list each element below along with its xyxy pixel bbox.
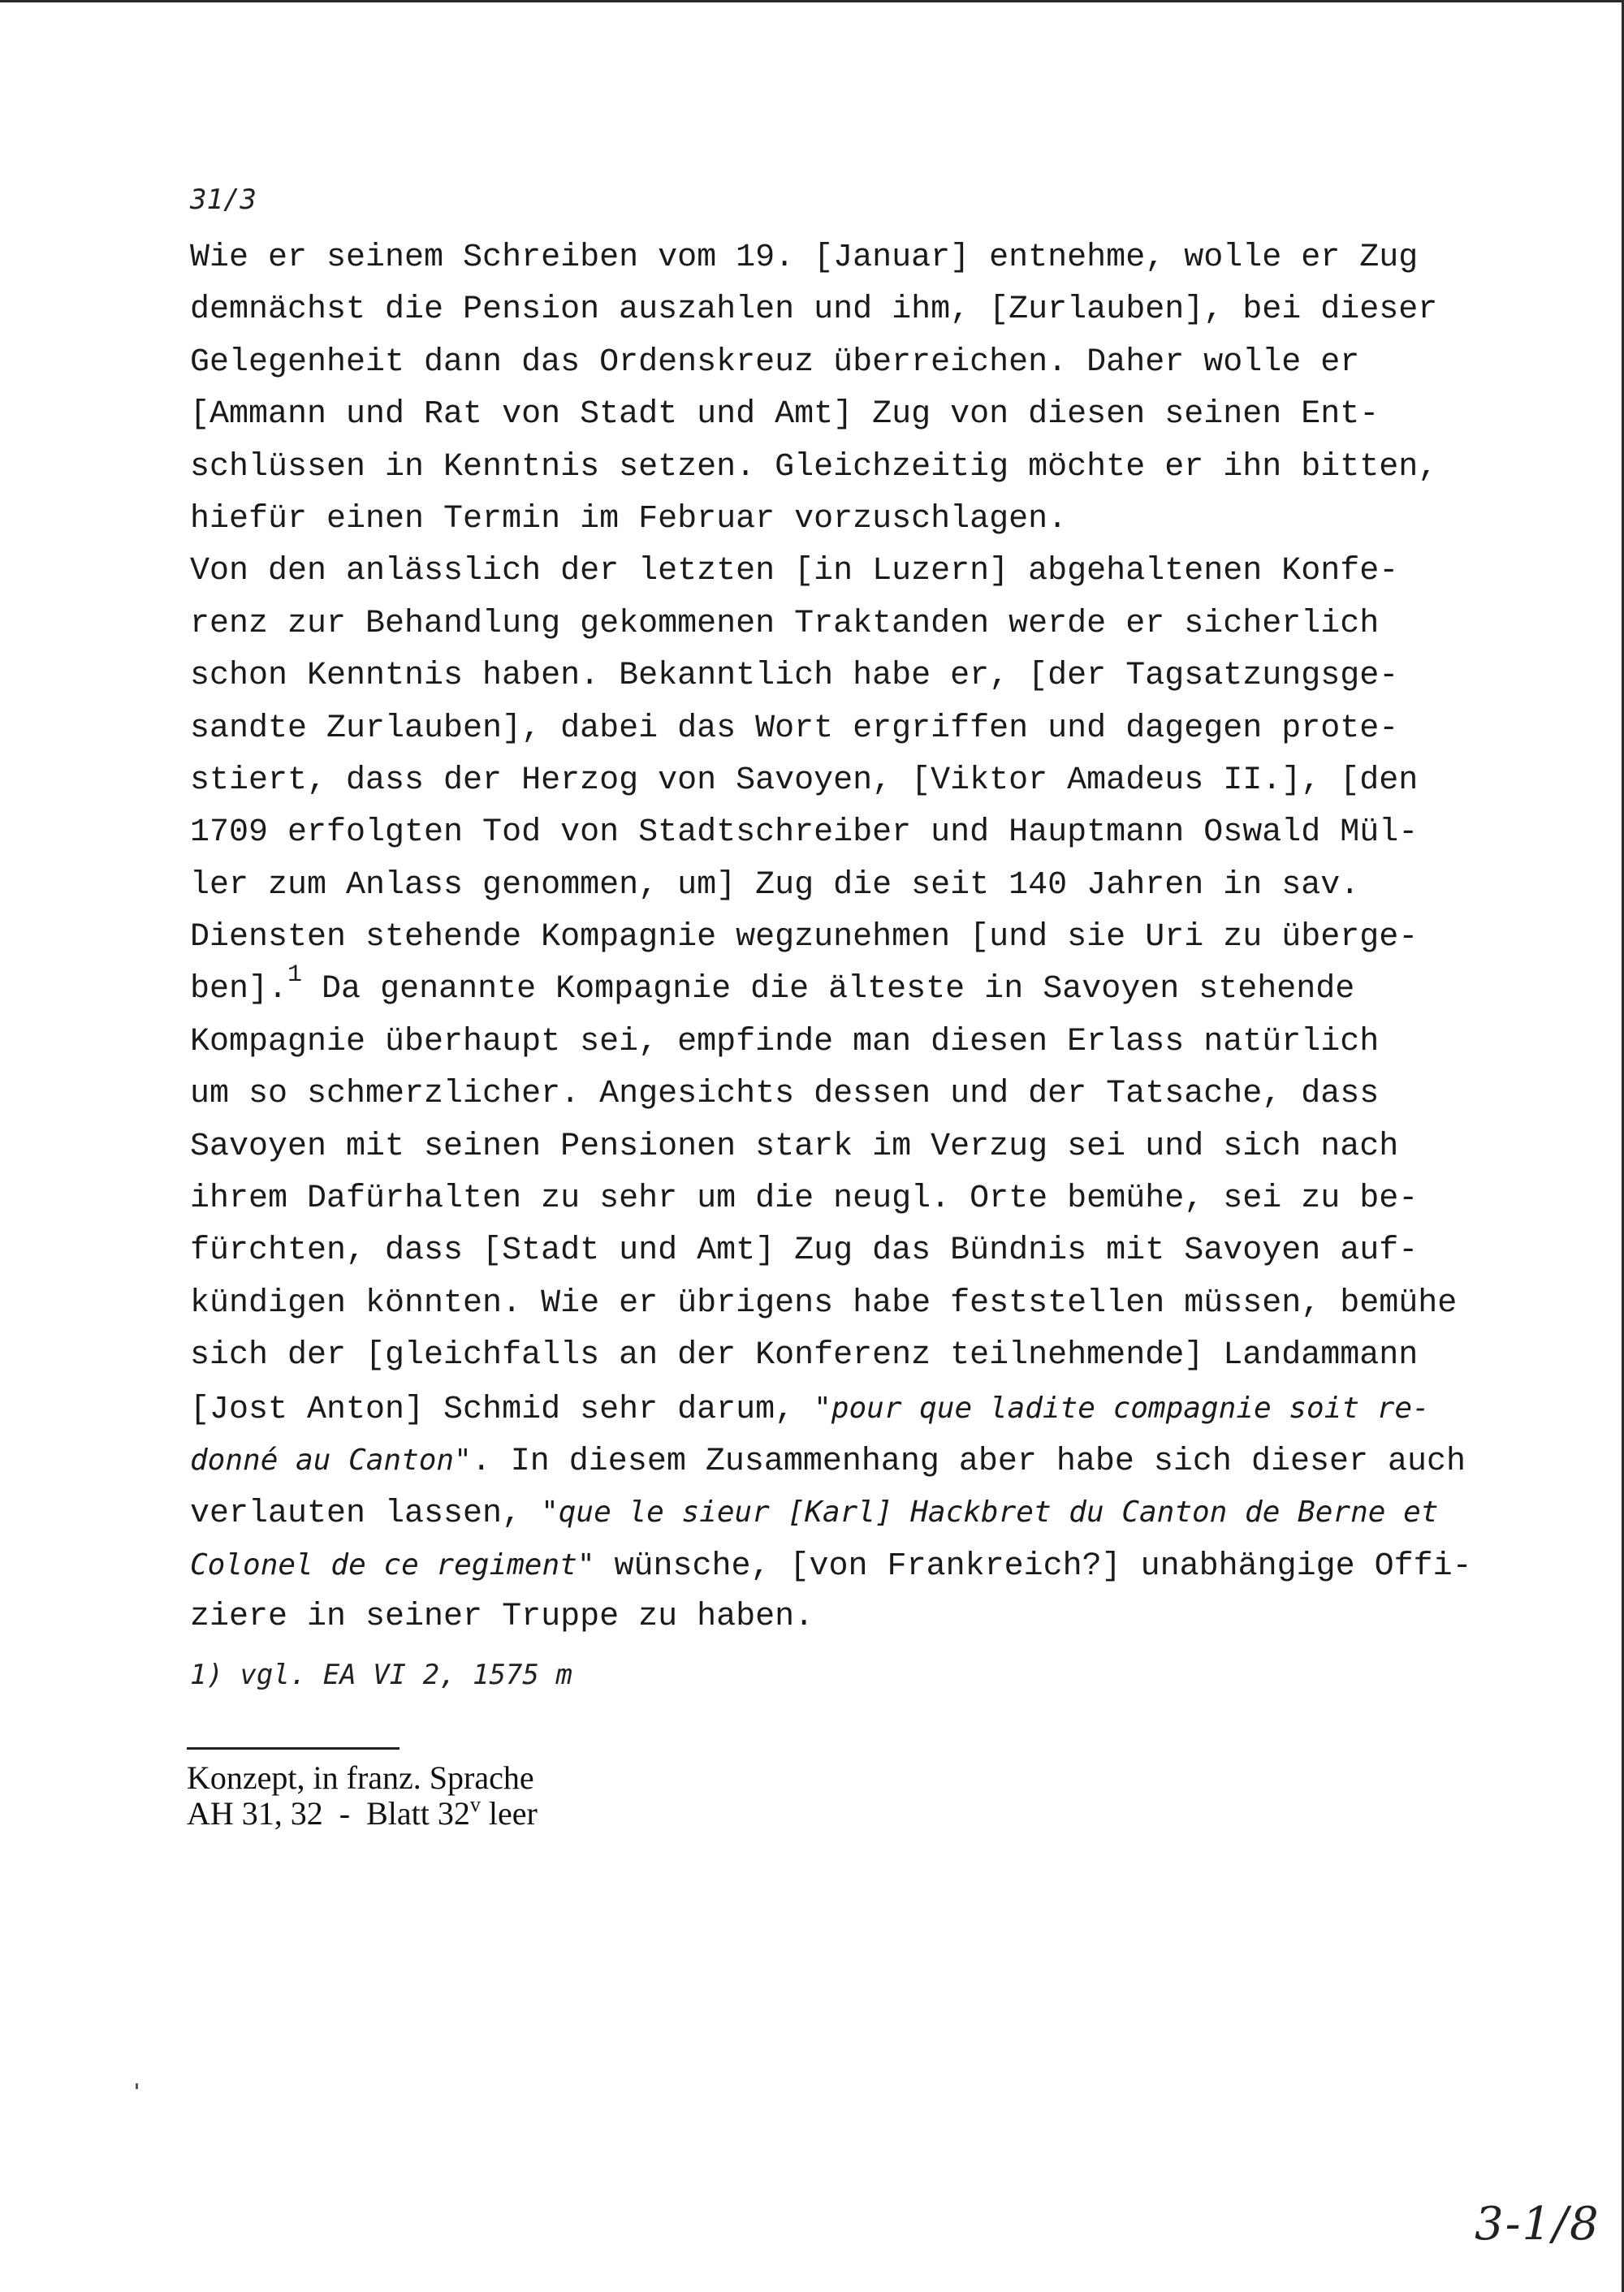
- footnote: 1) vgl. EA VI 2, 1575 m: [190, 1659, 572, 1691]
- text-run: hiefür einen Termin im Februar vorzuschlagen.: [190, 500, 1068, 537]
- scan-speck: [136, 2083, 138, 2089]
- text-run: sandte Zurlauben], dabei das Wort ergriffen und dagegen prote-: [190, 710, 1399, 747]
- source-note-line-1: Konzept, in franz. Sprache: [187, 1759, 534, 1796]
- text-line: [190, 284, 1489, 336]
- text-run: [Ammann und Rat von Stadt und Amt] Zug von diesen seinen Ent-: [190, 396, 1380, 434]
- text-run: Wie er seinem Schreiben vom 19. [Januar] entnehme, wolle er Zug: [190, 240, 1419, 276]
- text-run: schon Kenntnis haben. Bekanntlich habe er, [der Tagsatzungsge-: [190, 658, 1399, 695]
- quoted-french-text: "pour que ladite compagnie soit re-: [814, 1391, 1430, 1425]
- page-border-top: [0, 0, 1624, 2]
- text-line: [190, 961, 1489, 1016]
- text-run: Von den anlässlich der letzten [in Luzern] abgehaltenen Konfe-: [190, 553, 1399, 590]
- text-line: [190, 1121, 1489, 1173]
- text-run: [Jost Anton] Schmid sehr darum,: [190, 1391, 814, 1428]
- source-note-line-2: AH 31, 32 - Blatt 32$^v$ leer: [187, 1793, 538, 1832]
- quoted-french-text: Colonel de ce regiment": [190, 1547, 595, 1582]
- quoted-french-text: "que le sieur [Karl] Hackbret du Canton de Berne et: [541, 1496, 1439, 1530]
- text-run: verlauten lassen,: [190, 1496, 542, 1533]
- text-run: Savoyen mit seinen Pensionen stark im Verzug sei und sich nach: [190, 1128, 1399, 1165]
- text-run: wünsche, [von Frankreich?] unabhängige Offi-: [594, 1547, 1472, 1585]
- text-run: sich der [gleichfalls an der Konferenz teilnehmende] Landammann: [190, 1337, 1419, 1375]
- text-run: Da genannte Kompagnie die älteste in Savoyen stehende: [302, 971, 1355, 1008]
- verso-superscript: v: [469, 1793, 481, 1816]
- quoted-french-text: donné au Canton": [190, 1443, 472, 1477]
- text-run: kündigen könnten. Wie er übrigens habe feststellen müssen, bemühe: [190, 1284, 1458, 1322]
- text-line: [190, 807, 1489, 859]
- text-line: [190, 1278, 1489, 1330]
- text-line: [190, 442, 1489, 494]
- text-line: [190, 1435, 1489, 1487]
- document-reference: 31/3: [190, 183, 257, 216]
- text-line: [190, 337, 1489, 389]
- text-line: [190, 232, 1489, 284]
- footnote-marker: 1: [287, 961, 303, 990]
- text-line: [190, 860, 1489, 912]
- text-run: ben].: [190, 971, 288, 1008]
- text-run: 1709 erfolgten Tod von Stadtschreiber und Hauptmann Oswald Mül-: [190, 814, 1419, 852]
- text-line: [190, 1539, 1489, 1591]
- text-run: demnächst die Pension auszahlen und ihm, [Zurlauben], bei dieser: [190, 291, 1438, 329]
- text-line: [190, 912, 1489, 964]
- text-line: [190, 1017, 1489, 1068]
- text-line: [190, 1487, 1489, 1539]
- text-line: [190, 389, 1489, 441]
- text-run: . In diesem Zusammenhang aber habe sich dieser auch: [471, 1443, 1466, 1480]
- text-run: Kompagnie überhaupt sei, empfinde man diesen Erlass natürlich: [190, 1023, 1380, 1060]
- handwritten-page-number: 3-1/8: [1475, 2198, 1600, 2251]
- body-text: [190, 232, 1489, 1644]
- text-run: fürchten, dass [Stadt und Amt] Zug das Bündnis mit Savoyen auf-: [190, 1232, 1419, 1270]
- text-line: [190, 703, 1489, 755]
- text-line: [190, 1330, 1489, 1382]
- text-line: [190, 1225, 1489, 1277]
- text-run: renz zur Behandlung gekommenen Traktanden werde er sicherlich: [190, 605, 1380, 642]
- text-line: [190, 650, 1489, 702]
- text-run: schlüssen in Kenntnis setzen. Gleichzeitig möchte er ihn bitten,: [190, 448, 1438, 486]
- source-note: [187, 1760, 538, 1836]
- text-line: [190, 1591, 1489, 1643]
- text-run: Diensten stehende Kompagnie wegzunehmen [und sie Uri zu überge-: [190, 919, 1419, 956]
- text-run: ziere in seiner Truppe zu haben.: [190, 1599, 814, 1636]
- text-line: [190, 1383, 1489, 1435]
- text-run: Gelegenheit dann das Ordenskreuz überreichen. Daher wolle er: [190, 343, 1360, 381]
- text-line: [190, 546, 1489, 598]
- text-run: um so schmerzlicher. Angesichts dessen und der Tatsache, dass: [190, 1076, 1380, 1113]
- text-line: [190, 1173, 1489, 1225]
- text-line: [190, 494, 1489, 546]
- text-line: [190, 598, 1489, 650]
- footnote-divider: [187, 1747, 400, 1750]
- text-run: ihrem Dafürhalten zu sehr um die neugl. Orte bemühe, sei zu be-: [190, 1181, 1419, 1218]
- text-run: ler zum Anlass genommen, um] Zug die seit 140 Jahren in sav.: [190, 866, 1360, 904]
- text-line: [190, 1068, 1489, 1120]
- text-run: stiert, dass der Herzog von Savoyen, [Viktor Amadeus II.], [den: [190, 762, 1419, 799]
- text-line: [190, 755, 1489, 807]
